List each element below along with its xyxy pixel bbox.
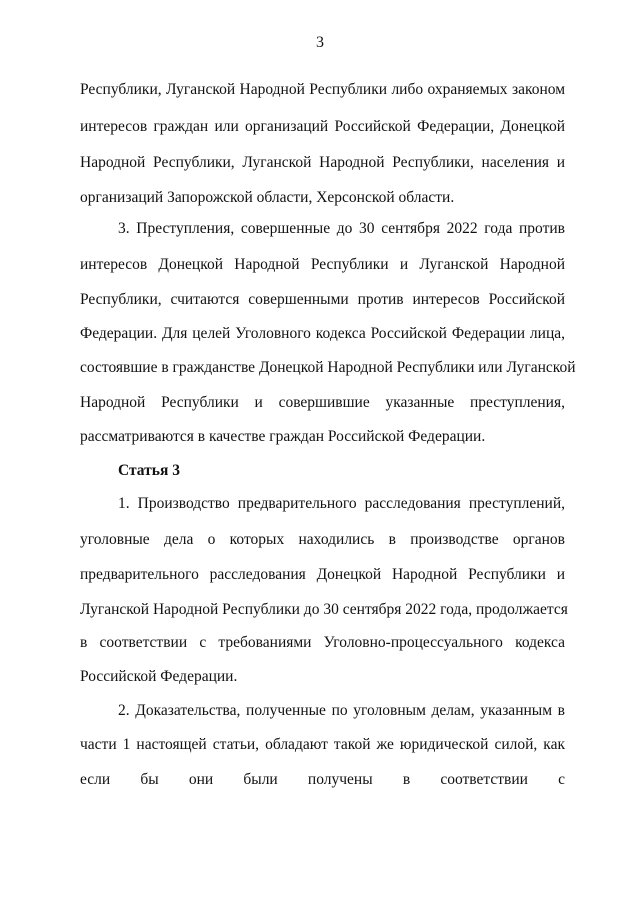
paragraph-1-line-1: Республики, Луганской Народной Республики либо охраняемых законом bbox=[80, 81, 565, 98]
paragraph-3-line-2: уголовные дела о которых находились в производстве органов bbox=[80, 531, 565, 548]
paragraph-1-line-2: интересов граждан или организаций Российской Федерации, Донецкой bbox=[80, 118, 565, 135]
article-heading: Статья 3 bbox=[118, 462, 180, 479]
paragraph-3-line-6: Российской Федерации. bbox=[80, 668, 238, 685]
paragraph-2-line-5: состоявшие в гражданстве Донецкой Народной Республики или Луганской bbox=[80, 359, 576, 376]
paragraph-2-line-6: Народной Республики и совершившие указанные преступления, bbox=[80, 394, 565, 411]
paragraph-4-line-2: части 1 настоящей статьи, обладают такой же юридической силой, как bbox=[80, 736, 565, 753]
paragraph-2-line-4: Федерации. Для целей Уголовного кодекса Российской Федерации лица, bbox=[80, 325, 565, 342]
paragraph-2-line-2: интересов Донецкой Народной Республики и Луганской Народной bbox=[80, 256, 565, 273]
paragraph-2-line-1: 3. Преступления, совершенные до 30 сентября 2022 года против bbox=[118, 220, 565, 237]
paragraph-3-line-3: предварительного расследования Донецкой Народной Республики и bbox=[80, 566, 565, 583]
paragraph-4-line-3: если бы они были получены в соответствии с bbox=[80, 771, 565, 788]
paragraph-3-line-1: 1. Производство предварительного расследования преступлений, bbox=[118, 495, 565, 512]
paragraph-3-line-4: Луганской Народной Республики до 30 сентября 2022 года, продолжается bbox=[80, 601, 568, 618]
page-number: 3 bbox=[316, 34, 324, 51]
paragraph-1-line-4: организаций Запорожской области, Херсонской области. bbox=[80, 189, 455, 206]
paragraph-1-line-3: Народной Республики, Луганской Народной Республики, населения и bbox=[80, 154, 565, 171]
paragraph-4-line-1: 2. Доказательства, полученные по уголовным делам, указанным в bbox=[118, 702, 565, 719]
paragraph-2-line-7: рассматриваются в качестве граждан Российской Федерации. bbox=[80, 428, 486, 445]
paragraph-3-line-5: в соответствии с требованиями Уголовно-процессуального кодекса bbox=[80, 634, 565, 651]
paragraph-2-line-3: Республики, считаются совершенными против интересов Российской bbox=[80, 291, 565, 308]
